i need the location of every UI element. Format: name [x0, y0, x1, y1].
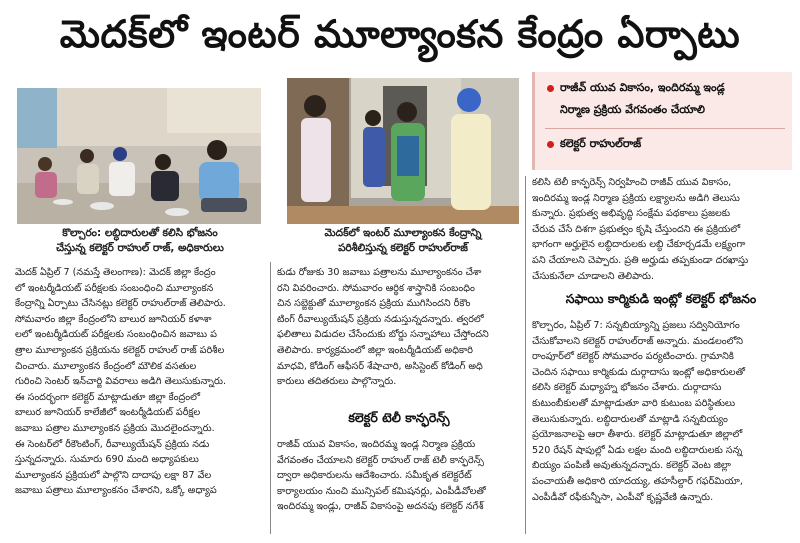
- headline: మెదక్‌లో ఇంటర్ మూల్యాంకన కేంద్రం ఏర్పాటు: [59, 12, 741, 56]
- text-line: రాజీవ్ యువ వికాసం, ఇందిరమ్మ ఇండ్ల నిర్మాణ ప్రక్రియ: [277, 439, 476, 450]
- text-line: ద్వారా అధికారులను ఆదేశించారు. సమీకృత కలెక్టరేట్: [277, 470, 472, 482]
- photo2-caption-line1: మెదక్‌లో ఇంటర్ మూల్యాంకన కేంద్రాన్ని: [324, 227, 482, 239]
- text-line: మూల్యాంకన ప్రక్రియలో పాల్గొని దాదాపు లక్షా 87 వేల: [15, 469, 212, 481]
- text-line: గురించి సెంటర్ ఇన్‌చార్జి వివరాలు అడిగి తెలుసుకున్నారు.: [15, 376, 226, 388]
- text-line: చేసుకునేలా చూడాలని తెలిపారు.: [532, 270, 655, 282]
- photo-evaluation-center-visit: [287, 78, 519, 224]
- text-line: ప్రయోజనాలపై ఆరా తీశారు. కలెక్టర్ మాట్లాడుతూ జిల్లాలో: [532, 429, 743, 441]
- photo-collector-lunch: [17, 88, 261, 224]
- bullet-dot-icon: [547, 141, 554, 148]
- column-3-text: [532, 175, 790, 287]
- highlight-divider: [545, 128, 785, 129]
- text-line: టింగ్ రీవాల్యుయేషన్ ప్రక్రియ నడుస్తున్నదన్నారు. త్వరలో: [277, 313, 484, 325]
- text-line: స్తున్నదన్నారు. సుమారు 690 మంది అధ్యాపకులు: [15, 454, 199, 466]
- text-line: తెలిపారు. కార్యక్రమంలో జిల్లా ఇంటర్మీడియట్ అధికారి: [277, 344, 473, 356]
- highlight-item: [560, 100, 705, 119]
- text-line: చేసుకోవాలని కలెక్టర్ రాహుల్‌రాజ్ అన్నారు. మండలంలోని: [532, 335, 743, 347]
- column-divider: [270, 262, 271, 534]
- text-line: కలిసి కలెక్టర్ మధ్యాహ్న భోజనం చేశారు. దుర్గాదాసు: [532, 382, 722, 394]
- text-line: 520 రేషన్ షాపుల్లో ఏడు లక్షల మంది లబ్ధిదారులకు సన్న: [532, 444, 743, 456]
- text-line: కేంద్రాన్ని ఏర్పాటు చేసినట్లు కలెక్టర్ రాహుల్‌రాజ్ తెలిపారు.: [15, 298, 226, 310]
- column-divider: [525, 176, 526, 534]
- text-line: లో ఇంటర్మీడియట్ పరీక్షలకు సంబంధించి మూల్యాంకన: [15, 282, 214, 294]
- text-line: కారులు తదితరులు పాల్గొన్నారు.: [277, 376, 397, 388]
- photo1-caption-line1: కొల్చారం: లబ్ధిదారులతో కలిసి భోజనం: [62, 227, 218, 239]
- text-line: బియ్యం పంపిణీ అవుతున్నదన్నారు. కలెక్టర్ వెంట జిల్లా: [532, 460, 731, 472]
- text-line: ఈ సెంటర్‌లో రీకౌంటింగ్, రీవాల్యుయేషన్ ప్రక్రియ నడు: [15, 438, 210, 450]
- column-1-text: [15, 265, 265, 535]
- sanitation-worker-lunch-subhead: సఫాయి కార్మికుడి ఇంట్లో కలెక్టర్ భోజనం: [565, 291, 757, 306]
- text-line: చించారు. మూల్యాంకన కేంద్రంలో మౌలిక వసతుల: [15, 360, 197, 372]
- text-line: రాంపూర్‌లో కలెక్టర్ సోమవారం పర్యటించారు. గ్రామానికి: [532, 351, 734, 363]
- highlight-text: రాజీవ్ యువ వికాసం, ఇందిరమ్మ ఇండ్ల: [560, 81, 725, 94]
- text-line: ఎంపీడీవో రఫీకున్నీసా, ఎంపీవో కృష్ణవేణి ఉన్నారు.: [532, 491, 714, 503]
- photo2-caption: [287, 226, 519, 258]
- text-line: చేరువ చేసే దిశగా ప్రభుత్వం కృషి చేస్తుందని ఈ ప్రక్రియలో: [532, 223, 741, 235]
- text-line: కుడు రోజుకు 30 జవాబు పత్రాలను మూల్యాంకనం చేశా: [277, 267, 482, 278]
- column-3-text-after: [532, 318, 790, 536]
- text-line: త్రాల మూల్యాంకన ప్రక్రియను కలెక్టర్ రాహుల్ రాజ్ పరిశీల: [15, 344, 225, 356]
- text-line: సోమవారం జిల్లా కేంద్రంలోని బాలుర జూనియర్ కళాశా: [15, 313, 212, 325]
- text-line: ఇందిరమ్మ ఇండ్లు, రాజీవ్ వికాసంపై అదనపు కలెక్టర్ నగేశ్: [277, 501, 484, 513]
- text-line: వేగవంతం చేయాలని కలెక్టర్ రాహుల్ రాజ్ టెలీ కాన్ఫరెన్స్: [277, 454, 484, 466]
- text-line: బాలుర జూనియర్ కాలేజీలో ఇంటర్మీడియట్ పరీక్షల: [15, 407, 201, 419]
- text-line: మెదక్ ఏప్రిల్ 7 (నమస్తే తెలంగాణ): మెదక్ జిల్లా కేంద్రం: [15, 267, 216, 278]
- text-line: కొల్చారం, ఏప్రిల్ 7: సన్నబియ్యాన్ని ప్రజలు సద్వినియోగం: [532, 320, 740, 331]
- highlight-text: కలెక్టర్ రాహుల్‌రాజ్: [560, 137, 642, 150]
- photo1-caption: [14, 226, 266, 258]
- text-line: జవాబు పత్రాల మూల్యాంకన ప్రక్రియ మొదలైందన్నారు.: [15, 422, 215, 434]
- highlights-box: [532, 72, 792, 170]
- text-line: కున్నారు. ప్రభుత్వ అభివృద్ధి సంక్షేమ పథకాలు ప్రజలకు: [532, 208, 731, 220]
- highlight-text: నిర్మాణ ప్రక్రియ వేగవంతం చేయాలి: [560, 103, 705, 116]
- highlight-item: [547, 78, 725, 97]
- text-line: భాగంగా అర్హులైన లబ్ధిదారులకు లబ్ధి చేకూర్చడమే లక్ష్యంగా: [532, 239, 746, 251]
- text-line: ఈ సందర్భంగా కలెక్టర్ మాట్లాడుతూ జిల్లా కేంద్రంలో: [15, 391, 201, 403]
- text-line: తెలుసుకున్నారు. లబ్ధిదారులతో మాట్లాడి సన్నబియ్యం: [532, 413, 728, 425]
- teleconference-subhead: కలెక్టర్ టెలీ కాన్ఫరెన్స్: [348, 410, 450, 425]
- text-line: పంచాయతీ అధికారి యాదయ్య, తహసీల్దార్ గఫర్‌మియా,: [532, 475, 743, 487]
- photo2-caption-line2: పరిశీలిస్తున్న కలెక్టర్ రాహుల్‌రాజ్: [338, 242, 468, 254]
- text-line: కలిసి టెలీ కాన్ఫరెన్స్ నిర్వహించి రాజీవ్ యువ వికాసం,: [532, 177, 732, 188]
- text-line: ఫలితాలు విడుదల చేసేందుకు బోర్డు సన్నాహాలు చేస్తోందని: [277, 329, 489, 341]
- text-line: లలో ఇంటర్మీడియట్ పరీక్షలకు సంబంధించిన జవాబు ప: [15, 329, 217, 341]
- text-line: ఇందిరమ్మ ఇండ్ల నిర్మాణ ప్రక్రియ లక్ష్యాలను అడిగి తెలుసు: [532, 192, 740, 204]
- text-line: కార్యాలయం నుంచి మున్సిపల్ కమిషనర్లు, ఎంపీడీవోలతో: [277, 485, 486, 497]
- text-line: జవాబు పత్రాలు మూల్యాంకనం చేశారని, ఒక్కో అధ్యాప: [15, 485, 217, 497]
- column-2-text: [277, 265, 521, 393]
- text-line: చెందిన సఫాయి కార్మికుడు దుర్గాదాసు ఇంట్లో అధికారులతో: [532, 366, 745, 378]
- bullet-dot-icon: [547, 85, 554, 92]
- text-line: మాధవి, కోడింగ్ ఆఫీసర్ శేషాచారి, అసిస్టెంట్ కోడింగ్ అధి: [277, 360, 483, 372]
- text-line: పని చేయాలని చెప్పారు. ప్రతి అర్హుడు తప్పకుండా దరఖాస్తు: [532, 254, 749, 266]
- photo1-caption-line2: చేస్తున్న కలెక్టర్ రాహుల్ రాజ్, అధికారులు: [56, 242, 224, 254]
- text-line: కుటుంబీకులతో మాట్లాడుతూ వారి కుటుంబ పరిస్థితులు: [532, 397, 736, 409]
- text-line: చిన సబ్జెక్టుతో మూల్యాంకన ప్రక్రియ ముగిసిందని రీకౌం: [277, 298, 471, 310]
- column-2-text-after: [277, 437, 521, 535]
- text-line: రని వివరించారు. సోమవారం ఆర్థిక శాస్త్రానికి సంబంధిం: [277, 282, 475, 294]
- highlight-item: [547, 134, 641, 153]
